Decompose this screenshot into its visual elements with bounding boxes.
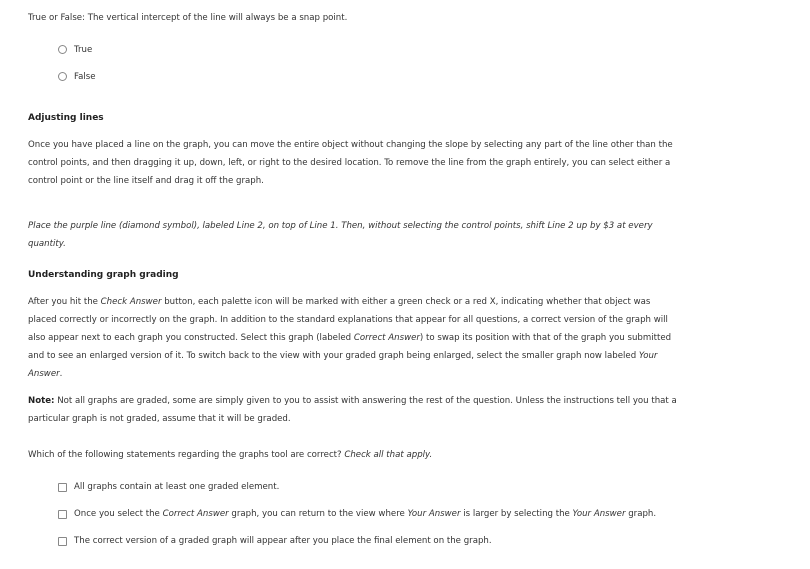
radio-false[interactable] xyxy=(58,72,67,81)
radio-true[interactable] xyxy=(58,45,67,54)
note-line: particular graph is not graded, assume that it will be graded. xyxy=(28,414,291,424)
radio-true-label[interactable]: True xyxy=(74,45,93,55)
question-2-prompt: Which of the following statements regarding the graphs tool are correct? Check all that apply. xyxy=(28,450,433,460)
adjusting-paragraph-line: control point or the line itself and drag it off the graph. xyxy=(28,176,264,186)
note-line: Note: Not all graphs are graded, some are simply given to you to assist with answering the rest of the question. Unless the instructions tell you that a xyxy=(28,396,677,406)
grading-paragraph-line: and to see an enlarged version of it. To switch back to the view with your graded graph being enlarged, select the smaller graph now labeled Your xyxy=(28,351,658,361)
graph-grading-heading: Understanding graph grading xyxy=(28,270,179,280)
grading-paragraph-line: Answer. xyxy=(28,369,63,379)
grading-paragraph-line: After you hit the Check Answer button, each palette icon will be marked with either a green check or a red X, indicating whether that object was xyxy=(28,297,651,307)
checkbox-option-1-label[interactable]: All graphs contain at least one graded element. xyxy=(74,482,280,492)
checkbox-option-2-label[interactable]: Once you select the Correct Answer graph, you can return to the view where Your Answer is larger by selecting the Your Answer graph. xyxy=(74,509,657,519)
checkbox-option-2[interactable] xyxy=(58,510,67,519)
grading-paragraph-line: placed correctly or incorrectly on the graph. In addition to the standard explanations that appear for all questions, a correct version of the graph will xyxy=(28,315,668,325)
instruction-line: Place the purple line (diamond symbol), labeled Line 2, on top of Line 1. Then, without selecting the control points, shift Line 2 up by $3 at every xyxy=(28,221,653,231)
adjusting-paragraph-line: control points, and then dragging it up, down, left, or right to the desired location. To remove the line from the graph entirely, you can select either a xyxy=(28,158,671,168)
checkbox-option-3-label[interactable]: The correct version of a graded graph will appear after you place the final element on the graph. xyxy=(74,536,492,546)
grading-paragraph-line: also appear next to each graph you constructed. Select this graph (labeled Correct Answer) to swap its position with that of the graph you submitted xyxy=(28,333,672,343)
note-label: Note: xyxy=(28,396,55,406)
checkbox-option-1[interactable] xyxy=(58,483,67,492)
checkbox-option-3[interactable] xyxy=(58,537,67,546)
adjusting-paragraph-line: Once you have placed a line on the graph, you can move the entire object without changing the slope by selecting any part of the line other than the xyxy=(28,140,673,150)
radio-false-label[interactable]: False xyxy=(74,72,96,82)
question-1-prompt: True or False: The vertical intercept of the line will always be a snap point. xyxy=(28,13,348,23)
instruction-line: quantity. xyxy=(28,239,66,249)
adjusting-lines-heading: Adjusting lines xyxy=(28,113,104,123)
